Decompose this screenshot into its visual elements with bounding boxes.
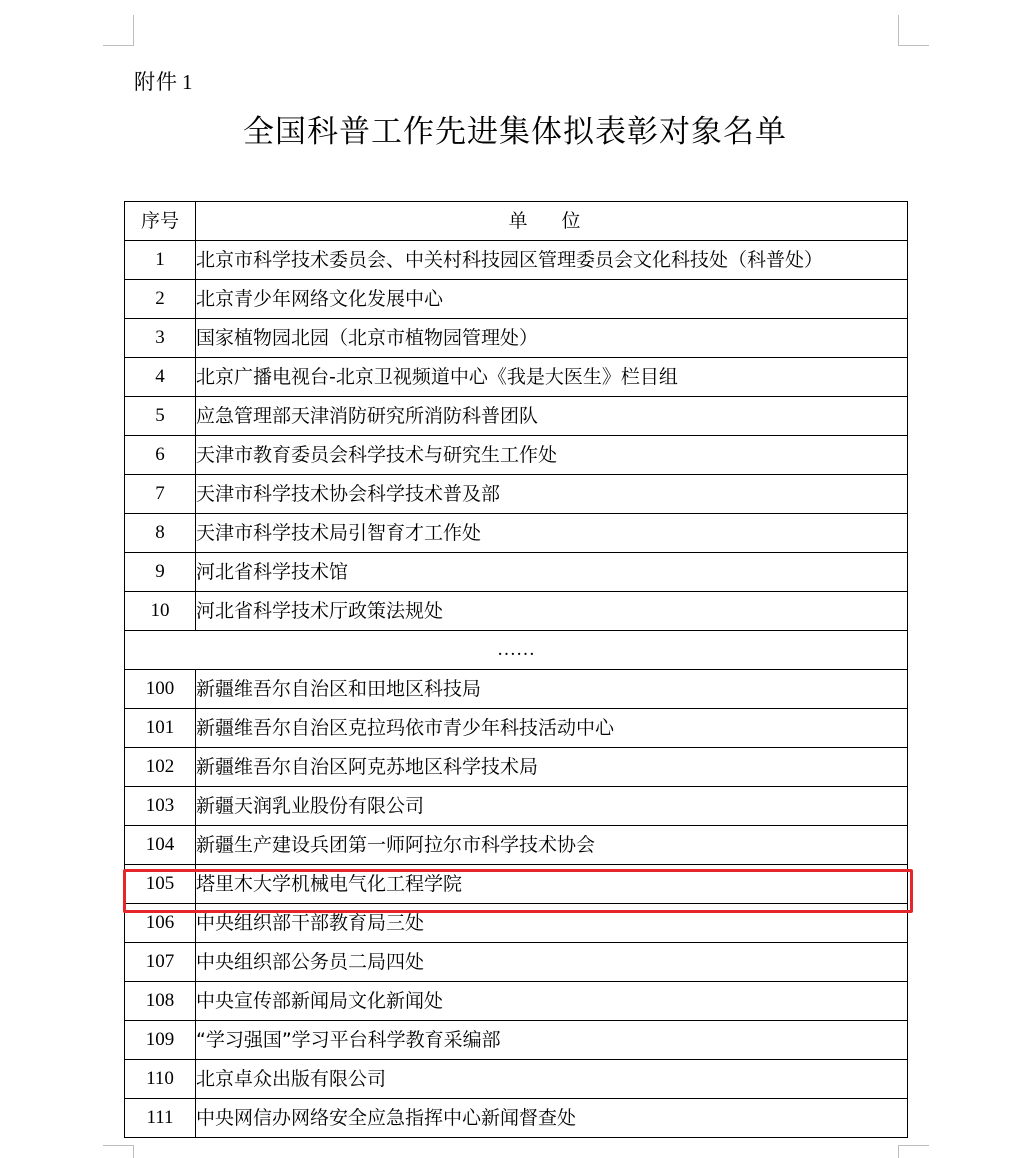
table-row	[125, 982, 908, 1021]
row-index: 108	[125, 982, 196, 1021]
table-row	[125, 787, 908, 826]
ellipsis-row	[125, 631, 908, 670]
table-row	[125, 1099, 908, 1138]
attachment-label	[134, 66, 194, 96]
table-row	[125, 865, 908, 904]
row-unit-name: 中央宣传部新闻局文化新闻处	[196, 982, 908, 1021]
page-corner-mark-bottom-left	[103, 1145, 134, 1158]
award-list-table	[124, 201, 908, 1138]
table-body-top	[125, 241, 908, 631]
page-title: 全国科普工作先进集体拟表彰对象名单	[243, 114, 787, 150]
row-index: 110	[125, 1060, 196, 1099]
page-corner-mark-bottom-right	[898, 1145, 929, 1158]
table-row	[125, 748, 908, 787]
row-index: 10	[125, 592, 196, 631]
table-row	[125, 592, 908, 631]
row-unit-name: 天津市科学技术局引智育才工作处	[196, 514, 908, 553]
row-unit-name: 中央组织部公务员二局四处	[196, 943, 908, 982]
row-index: 101	[125, 709, 196, 748]
row-unit-name: 河北省科学技术馆	[196, 553, 908, 592]
page-corner-mark-top-left	[103, 15, 134, 46]
row-unit-name: 应急管理部天津消防研究所消防科普团队	[196, 397, 908, 436]
row-index: 6	[125, 436, 196, 475]
row-index: 106	[125, 904, 196, 943]
table-row	[125, 358, 908, 397]
row-index: 111	[125, 1099, 196, 1138]
row-index: 107	[125, 943, 196, 982]
row-unit-name: 新疆天润乳业股份有限公司	[196, 787, 908, 826]
row-index: 8	[125, 514, 196, 553]
row-unit-name: 新疆维吾尔自治区阿克苏地区科学技术局	[196, 748, 908, 787]
attachment-label-text: 附件	[134, 70, 178, 94]
table-header-row	[125, 202, 908, 241]
table-row	[125, 1060, 908, 1099]
table-row	[125, 436, 908, 475]
row-unit-name: “学习强国”学习平台科学教育采编部	[196, 1021, 908, 1060]
table-row	[125, 397, 908, 436]
attachment-number: 1	[182, 70, 194, 94]
row-unit-name: 河北省科学技术厅政策法规处	[196, 592, 908, 631]
page-corner-mark-top-right	[898, 15, 929, 46]
table-row	[125, 943, 908, 982]
row-unit-name: 新疆生产建设兵团第一师阿拉尔市科学技术协会	[196, 826, 908, 865]
row-index: 2	[125, 280, 196, 319]
row-unit-name: 北京卓众出版有限公司	[196, 1060, 908, 1099]
row-unit-name: 北京青少年网络文化发展中心	[196, 280, 908, 319]
row-index: 105	[125, 865, 196, 904]
row-unit-name: 新疆维吾尔自治区和田地区科技局	[196, 670, 908, 709]
row-unit-name: 中央网信办网络安全应急指挥中心新闻督查处	[196, 1099, 908, 1138]
row-unit-name: 北京市科学技术委员会、中关村科技园区管理委员会文化科技处（科普处）	[196, 241, 908, 280]
table-row	[125, 280, 908, 319]
row-unit-name: 北京广播电视台-北京卫视频道中心《我是大医生》栏目组	[196, 358, 908, 397]
table-row	[125, 514, 908, 553]
row-index: 3	[125, 319, 196, 358]
header-unit: 单 位	[196, 202, 908, 241]
row-unit-name: 塔里木大学机械电气化工程学院	[196, 865, 908, 904]
row-index: 9	[125, 553, 196, 592]
row-unit-name: 新疆维吾尔自治区克拉玛依市青少年科技活动中心	[196, 709, 908, 748]
row-index: 7	[125, 475, 196, 514]
row-unit-name: 天津市教育委员会科学技术与研究生工作处	[196, 436, 908, 475]
row-index: 103	[125, 787, 196, 826]
table-row	[125, 670, 908, 709]
table-row	[125, 904, 908, 943]
table-body-gap	[125, 631, 908, 670]
row-index: 102	[125, 748, 196, 787]
row-index: 4	[125, 358, 196, 397]
header-index: 序号	[125, 202, 196, 241]
row-unit-name: 国家植物园北园（北京市植物园管理处）	[196, 319, 908, 358]
table-row	[125, 241, 908, 280]
table-row	[125, 826, 908, 865]
row-index: 100	[125, 670, 196, 709]
table-row	[125, 1021, 908, 1060]
table-row	[125, 475, 908, 514]
row-index: 5	[125, 397, 196, 436]
row-index: 1	[125, 241, 196, 280]
row-unit-name: 中央组织部干部教育局三处	[196, 904, 908, 943]
table-body-bottom	[125, 670, 908, 1138]
table-row	[125, 319, 908, 358]
row-index: 104	[125, 826, 196, 865]
ellipsis-cell: ……	[125, 631, 908, 670]
table-row	[125, 553, 908, 592]
row-unit-name: 天津市科学技术协会科学技术普及部	[196, 475, 908, 514]
table-row	[125, 709, 908, 748]
row-index: 109	[125, 1021, 196, 1060]
